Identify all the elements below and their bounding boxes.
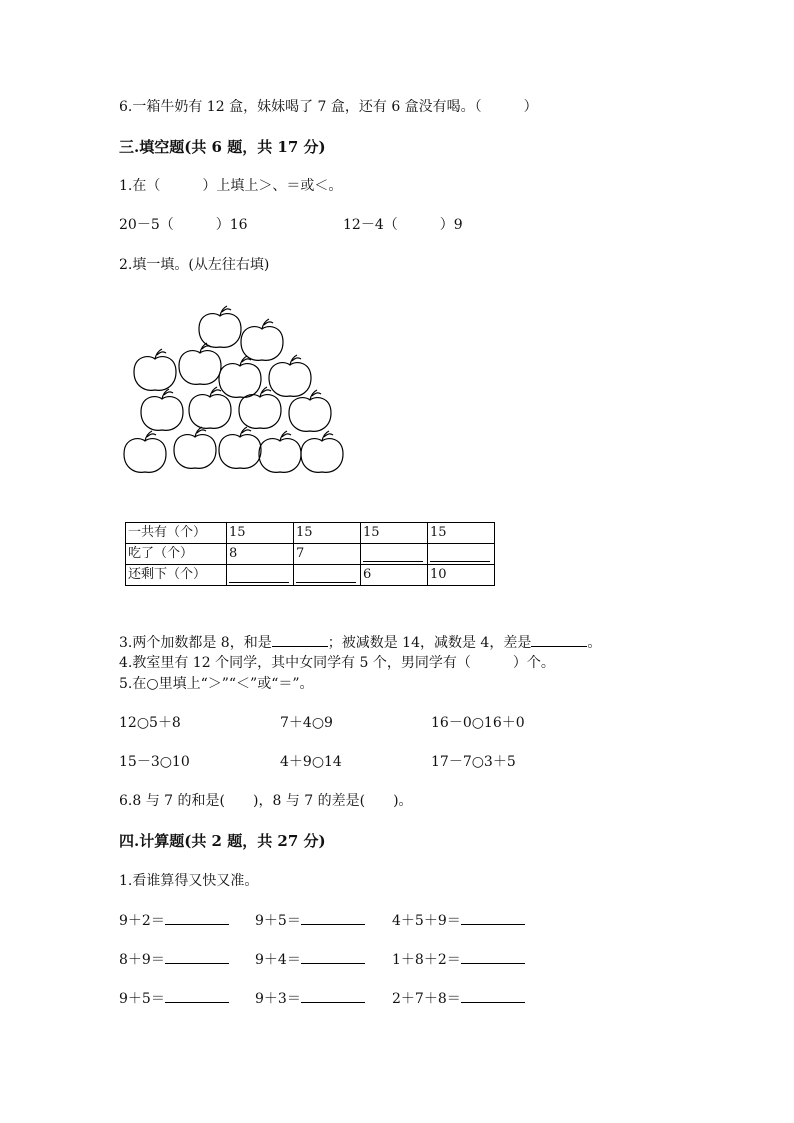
calc-expression: 2＋7＋8＝	[392, 991, 461, 1007]
answer-blank[interactable]	[272, 632, 328, 647]
calc-expression: 9＋3＝	[255, 991, 301, 1007]
table-cell: 15	[227, 523, 294, 544]
apple-table	[125, 522, 495, 586]
table-row	[126, 523, 495, 544]
answer-blank[interactable]	[461, 949, 525, 964]
q3-text-3: 。	[587, 635, 602, 651]
s3-question-1-prompt: 1.在（ ）上填上＞、＝或＜。	[119, 178, 343, 194]
s3-question-6: 6.8 与 7 的和是( )，8 与 7 的差是( )。	[119, 793, 413, 809]
table-cell: 7	[294, 544, 361, 565]
apple-icon	[124, 431, 166, 472]
calc-item	[392, 988, 525, 1009]
table-cell-blank[interactable]	[227, 565, 294, 586]
table-cell-blank[interactable]	[428, 544, 495, 565]
table-cell: 15	[294, 523, 361, 544]
section-4-title: 四.计算题(共 2 题，共 27 分)	[119, 832, 326, 850]
apple-icon	[241, 319, 283, 360]
apple-icon	[239, 387, 281, 428]
calc-expression: 1＋8＋2＝	[392, 952, 461, 968]
apple-icon	[269, 355, 311, 396]
table-row-label: 还剩下（个）	[126, 565, 227, 586]
s3-question-4: 4.教室里有 12 个同学，其中女同学有 5 个，男同学有（ ）个。	[119, 655, 555, 671]
s3-question-5-prompt: 5.在○里填上“＞”“＜”或“＝”。	[119, 676, 314, 692]
table-cell: 10	[428, 565, 495, 586]
calc-expression: 9＋5＝	[119, 991, 165, 1007]
apple-icon	[134, 349, 176, 390]
apple-icon	[179, 343, 221, 384]
section-3-title: 三.填空题(共 6 题，共 17 分)	[119, 138, 326, 156]
table-cell: 15	[428, 523, 495, 544]
answer-blank[interactable]	[531, 632, 587, 647]
q3-text-1: 3.两个加数都是 8，和是	[119, 635, 272, 651]
calc-expression: 8＋9＝	[119, 952, 165, 968]
s3-q5-item: 7＋4○9	[280, 715, 333, 731]
calc-expression: 9＋2＝	[119, 913, 165, 929]
s3-q5-item: 12○5＋8	[119, 715, 181, 731]
answer-blank[interactable]	[461, 910, 525, 925]
table-cell-blank[interactable]	[361, 544, 428, 565]
s3-question-2-prompt: 2.填一填。(从左往右填)	[119, 257, 270, 273]
answer-blank[interactable]	[301, 910, 365, 925]
s3-question-1-item-a: 20－5（ ）16	[119, 217, 248, 233]
answer-blank[interactable]	[165, 988, 229, 1003]
s3-q5-item: 17－7○3＋5	[431, 754, 516, 770]
s4-question-1-prompt: 1.看谁算得又快又准。	[119, 873, 259, 889]
s3-question-3	[119, 632, 601, 653]
table-row	[126, 544, 495, 565]
s3-q5-item: 15－3○10	[119, 754, 190, 770]
q3-text-2: ；被减数是 14，减数是 4，差是	[327, 635, 532, 651]
answer-blank[interactable]	[301, 949, 365, 964]
calc-item	[392, 949, 525, 970]
table-row-label: 吃了（个）	[126, 544, 227, 565]
answer-blank[interactable]	[301, 988, 365, 1003]
calc-item	[119, 988, 229, 1009]
calc-item	[255, 988, 365, 1009]
calc-item	[119, 949, 229, 970]
calc-expression: 9＋4＝	[255, 952, 301, 968]
table-row	[126, 565, 495, 586]
apple-icon	[219, 427, 261, 468]
judge-question-6: 6.一箱牛奶有 12 盒，妹妹喝了 7 盒，还有 6 盒没有喝。（ ）	[119, 99, 538, 115]
apple-icon	[259, 431, 301, 472]
table-cell: 6	[361, 565, 428, 586]
s3-q5-item: 4＋9○14	[280, 754, 342, 770]
table-cell: 8	[227, 544, 294, 565]
apple-icon	[219, 356, 261, 397]
answer-blank[interactable]	[461, 988, 525, 1003]
apple-icon	[141, 389, 183, 430]
calc-item	[255, 910, 365, 931]
apples-illustration	[120, 305, 360, 485]
table-row-label: 一共有（个）	[126, 523, 227, 544]
calc-expression: 4＋5＋9＝	[392, 913, 461, 929]
s3-question-1-item-b: 12－4（ ）9	[343, 217, 463, 233]
answer-blank[interactable]	[165, 910, 229, 925]
answer-blank[interactable]	[165, 949, 229, 964]
apple-icon	[174, 427, 216, 468]
calc-item	[392, 910, 525, 931]
table-cell: 15	[361, 523, 428, 544]
apple-icon	[199, 306, 241, 347]
apple-icon	[301, 431, 343, 472]
calc-item	[119, 910, 229, 931]
s3-q5-item: 16－0○16＋0	[431, 715, 525, 731]
calc-item	[255, 949, 365, 970]
table-cell-blank[interactable]	[294, 565, 361, 586]
calc-expression: 9＋5＝	[255, 913, 301, 929]
